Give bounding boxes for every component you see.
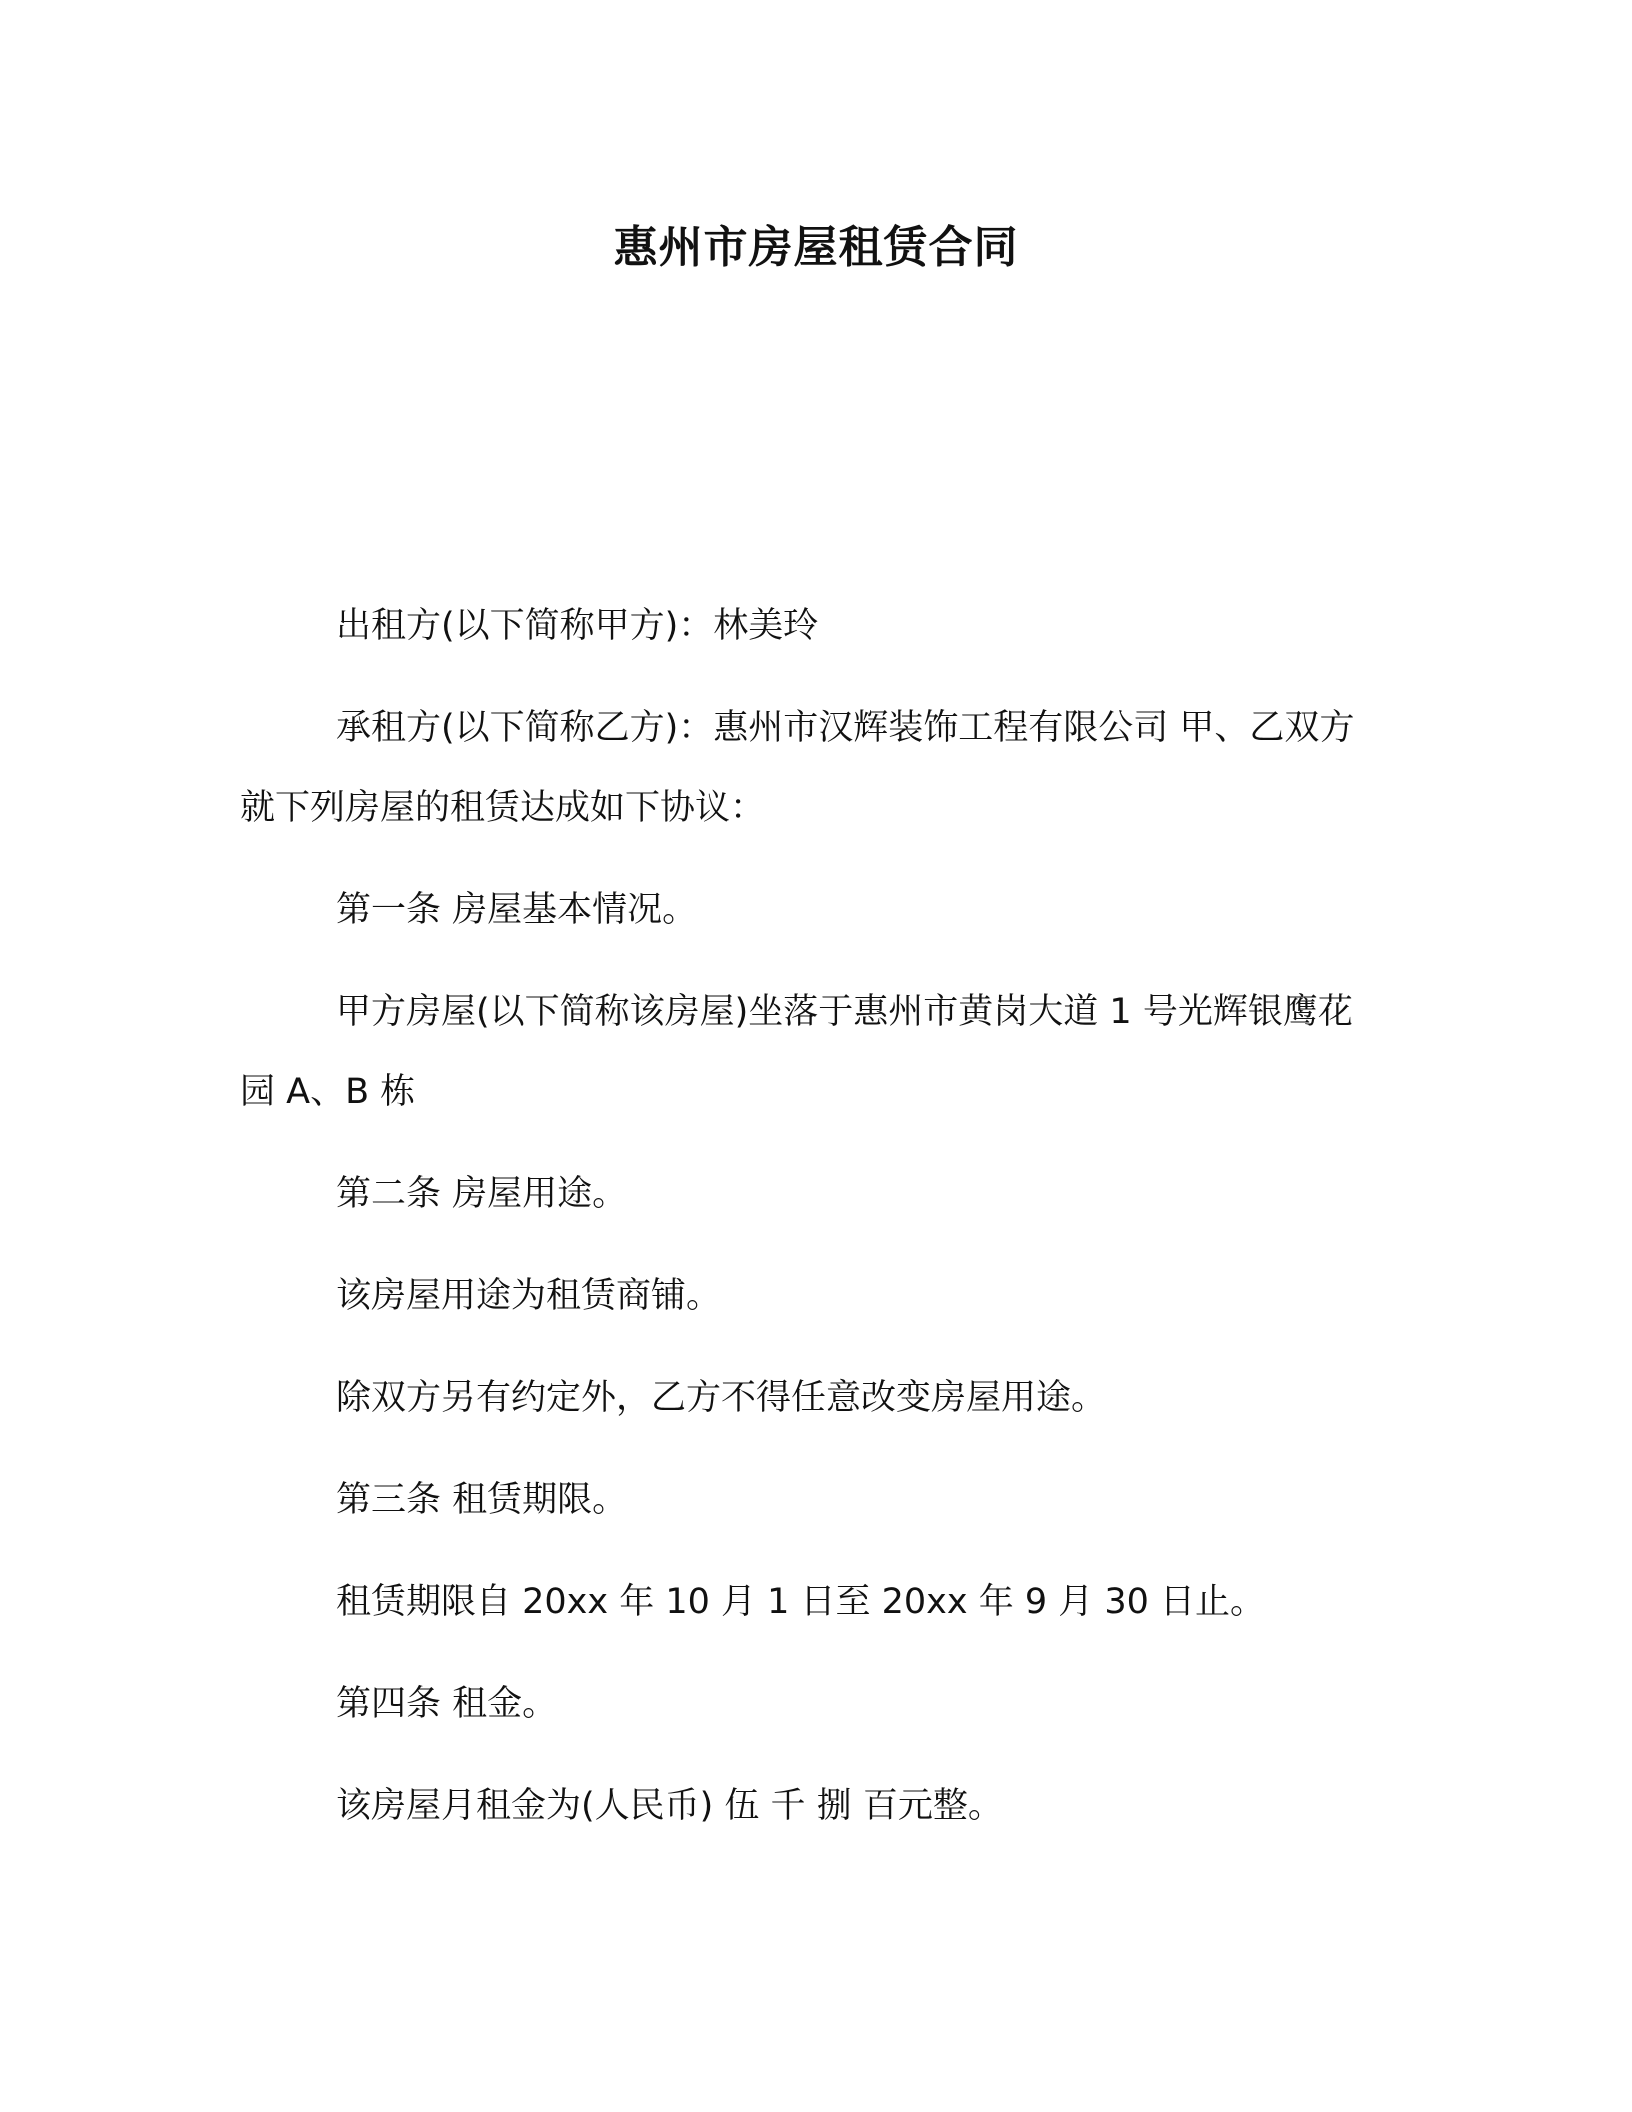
article-1-heading: 第一条 房屋基本情况。 bbox=[336, 890, 698, 930]
paragraph-use-restriction: 除双方另有约定外，乙方不得任意改变房屋用途。 bbox=[336, 1378, 1107, 1418]
document-title: 惠州市房屋租赁合同 bbox=[613, 222, 1019, 273]
paragraph-property-use: 该房屋用途为租赁商铺。 bbox=[336, 1276, 722, 1316]
paragraph-property-location: 甲方房屋(以下简称该房屋)坐落于惠州市黄岗大道 1 号光辉银鹰花园 A、B 栋 bbox=[240, 992, 1353, 1112]
paragraph-lessor: 出租方(以下简称甲方)：林美玲 bbox=[336, 606, 819, 646]
article-4-heading: 第四条 租金。 bbox=[336, 1684, 558, 1724]
document-body bbox=[240, 586, 1370, 1868]
article-3-heading: 第三条 租赁期限。 bbox=[336, 1480, 628, 1520]
paragraph-rent-amount: 该房屋月租金为(人民币) 伍 千 捌 百元整。 bbox=[336, 1786, 1003, 1826]
article-2-heading: 第二条 房屋用途。 bbox=[336, 1174, 628, 1214]
paragraph-lease-term: 租赁期限自 20xx 年 10 月 1 日至 20xx 年 9 月 30 日止。 bbox=[336, 1582, 1266, 1622]
paragraph-lessee: 承租方(以下简称乙方)：惠州市汉辉装饰工程有限公司 甲、乙双方就下列房屋的租赁达成如下协议： bbox=[240, 708, 1355, 828]
